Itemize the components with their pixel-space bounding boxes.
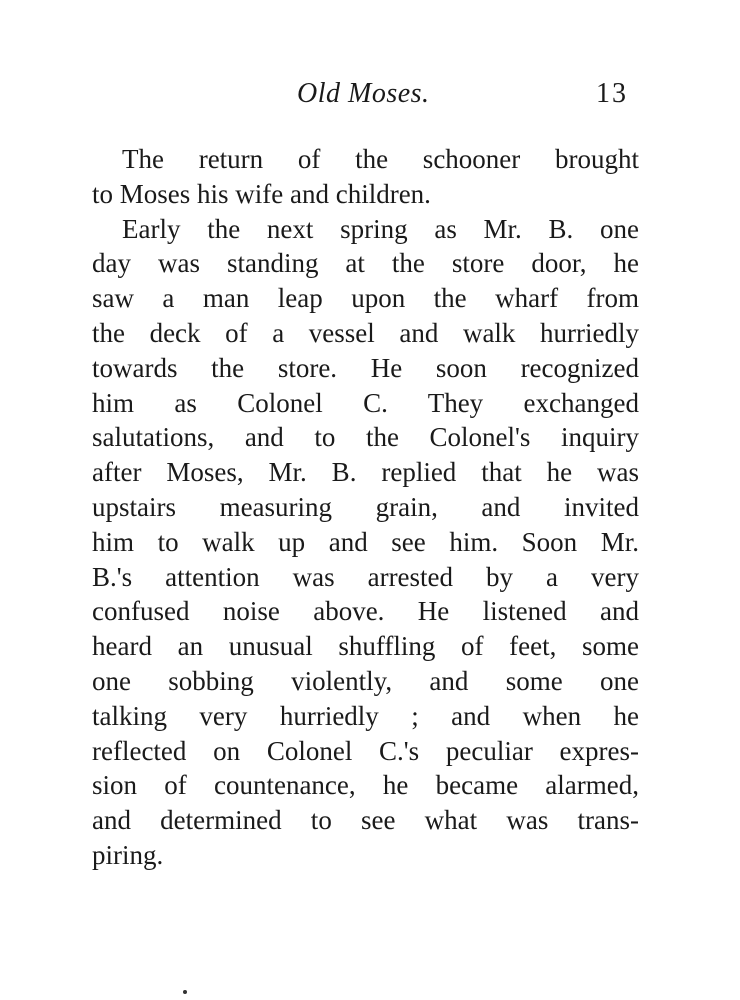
text-line: Early the next spring as Mr. B. one: [122, 213, 639, 244]
text-line: and determined to see what was trans-: [92, 805, 639, 836]
text-line: reflected on Colonel C.'s peculiar expres-: [92, 735, 639, 766]
text-line: talking very hurriedly ; and when he: [92, 700, 639, 731]
text-line: after Moses, Mr. B. replied that he was: [92, 457, 639, 488]
paragraph-1: [92, 142, 639, 212]
text-line: B.'s attention was arrested by a very: [92, 561, 639, 592]
text-line: him to walk up and see him. Soon Mr.: [92, 526, 639, 557]
text-line: sion of countenance, he became alarmed,: [92, 770, 639, 801]
page-number: 13: [596, 78, 628, 109]
print-speck: [183, 990, 187, 994]
text-line: the deck of a vessel and walk hurriedly: [92, 317, 639, 348]
text-line: towards the store. He soon recognized: [92, 352, 639, 383]
running-head: [0, 78, 740, 118]
text-line: him as Colonel C. They exchanged: [92, 387, 639, 418]
text-line: one sobbing violently, and some one: [92, 665, 639, 696]
text-line: to Moses his wife and children.: [92, 178, 431, 209]
text-line: piring.: [92, 839, 164, 870]
paragraph-2: [92, 212, 639, 873]
text-line: The return of the schooner brought: [122, 144, 639, 174]
text-line: heard an unusual shuffling of feet, some: [92, 631, 639, 662]
text-line: confused noise above. He listened and: [92, 596, 639, 627]
running-title: Old Moses.: [297, 78, 430, 109]
text-line: upstairs measuring grain, and invited: [92, 491, 639, 522]
text-line: saw a man leap upon the wharf from: [92, 283, 639, 314]
text-line: day was standing at the store door, he: [92, 248, 639, 279]
text-line: salutations, and to the Colonel's inquiry: [92, 422, 639, 453]
body-text: [92, 142, 639, 873]
